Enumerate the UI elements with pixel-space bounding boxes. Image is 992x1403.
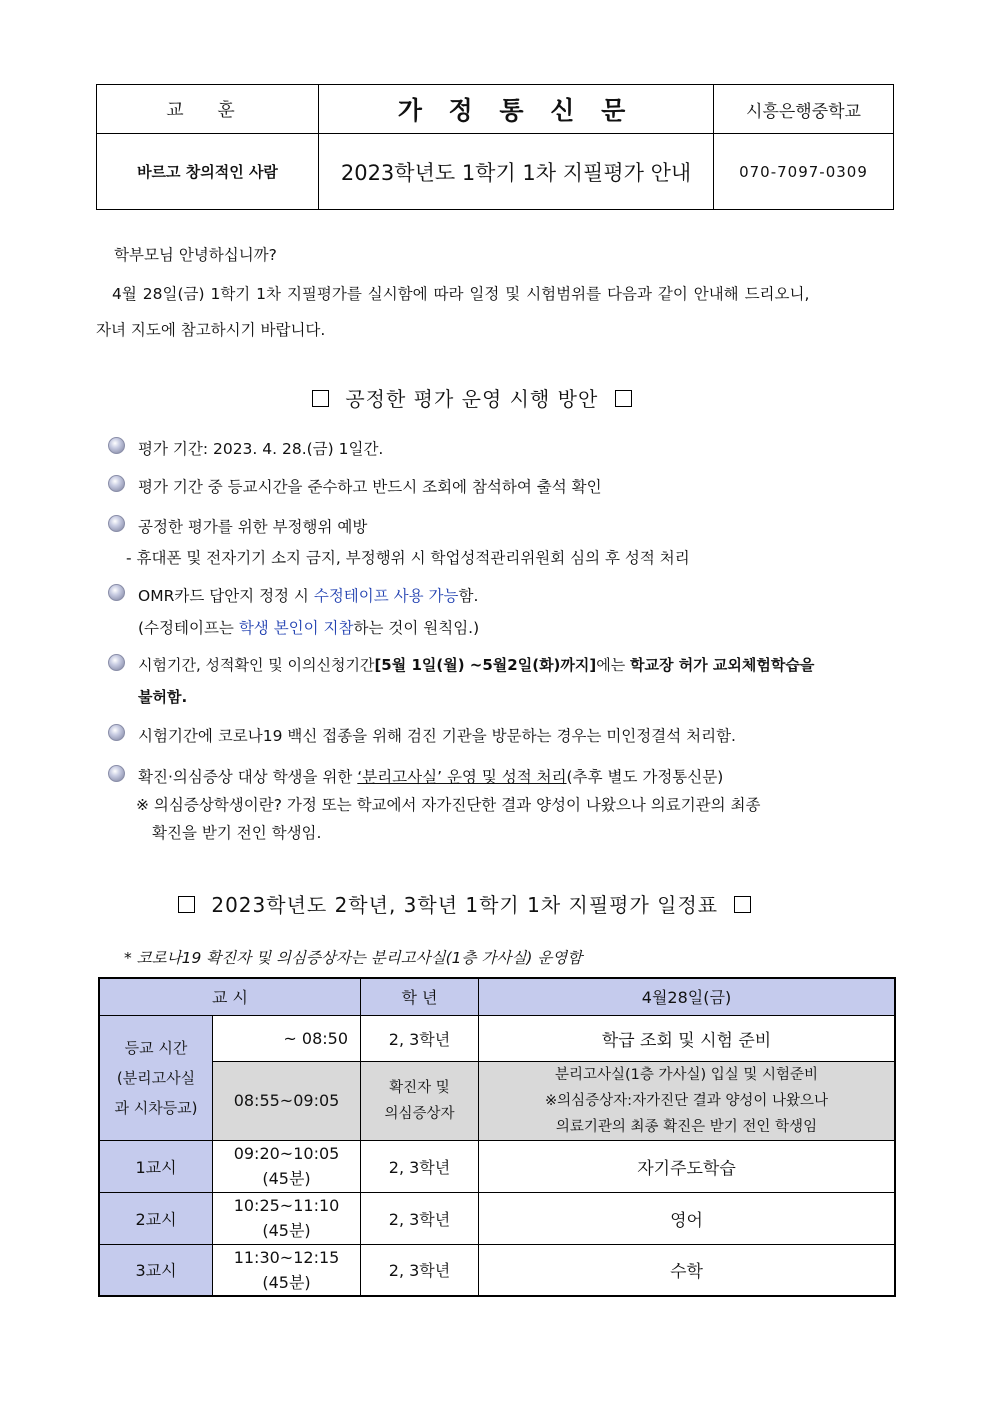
bullet-5-text: 시험기간, 성적확인 및 이의신청기간 — [138, 656, 375, 674]
arrival-label-line: 과 시차등교) — [114, 1098, 198, 1117]
period-duration: (45분) — [262, 1221, 311, 1240]
bullet-4-sub-highlight: 학생 본인이 지참 — [238, 619, 354, 637]
bullet-4-sub-tail: 하는 것이 원칙임.) — [353, 619, 480, 637]
prep-time: 08:55~09:05 — [213, 1061, 361, 1140]
greeting-line-3: 자녀 지도에 참고하시기 바랍니다. — [96, 321, 326, 339]
prep-grade-line: 의심증상자 — [384, 1105, 455, 1122]
bullet-icon — [108, 475, 125, 492]
bullet-1: 평가 기간: 2023. 4. 28.(금) 1일간. — [138, 440, 384, 458]
prep-grade — [361, 1061, 479, 1140]
bullet-5-cont: 불허함. — [138, 688, 188, 706]
bullet-4-sub-text: (수정테이프는 — [138, 619, 239, 637]
period-label: 2교시 — [99, 1192, 213, 1244]
period-time-range: 11:30~12:15 — [233, 1247, 340, 1267]
school-phone: 070-7097-0309 — [714, 134, 894, 210]
period-subject: 영어 — [479, 1192, 896, 1244]
bullet-7-note-1: ※ 의심증상학생이란? 가정 또는 학교에서 자가진단한 결과 양성이 나왔으나 의료기관의 최종 — [136, 796, 761, 814]
school-motto: 바르고 창의적인 사람 — [97, 134, 319, 210]
period-label: 3교시 — [99, 1244, 213, 1296]
period-time-range: 10:25~11:10 — [233, 1196, 340, 1215]
period-time — [213, 1140, 361, 1192]
arrival-label-line: (분리고사실 — [116, 1068, 196, 1087]
school-name: 시흥은행중학교 — [714, 85, 894, 134]
header-table — [96, 84, 894, 210]
bullet-2: 평가 기간 중 등교시간을 준수하고 반드시 조회에 참석하여 출석 확인 — [138, 478, 602, 496]
bullet-6: 시험기간에 코로나19 백신 접종을 위해 검진 기관을 방문하는 경우는 미인정결석 처리함. — [138, 727, 736, 745]
period-grade: 2, 3학년 — [361, 1192, 479, 1244]
checkbox-icon — [178, 896, 195, 913]
section-2-title — [178, 889, 751, 918]
isolation-note: * 코로나19 확진자 및 의심증상자는 분리고사실(1층 가사실) 운영함 — [124, 949, 583, 967]
bullet-4-text: OMR카드 답안지 정정 시 — [138, 587, 314, 605]
bullet-icon — [108, 724, 125, 741]
bullet-icon — [108, 515, 125, 532]
bullet-7-text: 확진·의심증상 대상 학생을 위한 — [138, 768, 358, 786]
bullet-5-dates: [5월 1일(월) ~5월2일(화)까지] — [374, 656, 597, 674]
notice-subject: 2023학년도 1학기 1차 지필평가 안내 — [319, 134, 714, 210]
greeting-line-2: 4월 28일(금) 1학기 1차 지필평가를 실시함에 따라 일정 및 시험범위를 다음과 같이 안내해 드리오니, — [112, 285, 810, 303]
header-date: 4월28일(금) — [479, 978, 896, 1015]
bullet-4-highlight: 수정테이프 사용 가능 — [313, 587, 459, 605]
bullet-icon — [108, 654, 125, 671]
prep-content-line: ※의심증상자:자가진단 결과 양성이 나왔으나 — [545, 1092, 828, 1109]
arrival-label — [99, 1015, 213, 1140]
section-1-title-text: 공정한 평가 운영 시행 방안 — [345, 387, 599, 411]
checkbox-icon — [312, 390, 329, 407]
bullet-4 — [138, 584, 478, 606]
period-time — [213, 1244, 361, 1296]
header-grade: 학 년 — [361, 978, 479, 1015]
period-subject: 자기주도학습 — [479, 1140, 896, 1192]
period-duration: (45분) — [262, 1169, 311, 1188]
arrival-grade: 2, 3학년 — [361, 1015, 479, 1061]
bullet-7-note-2: 확진을 받기 전인 학생임. — [152, 824, 322, 842]
bullet-7-tail: (추후 별도 가정통신문) — [566, 768, 724, 786]
bullet-3: 공정한 평가를 위한 부정행위 예방 — [138, 518, 368, 536]
bullet-5-mid: 에는 — [596, 656, 631, 674]
arrival-label-line: 등교 시간 — [124, 1038, 188, 1057]
checkbox-icon — [615, 390, 632, 407]
bullet-3-sub: - 휴대폰 및 전자기기 소지 금지, 부정행위 시 학업성적관리위원회 심의 후 성적 처리 — [126, 549, 690, 567]
bullet-icon — [108, 765, 125, 782]
checkbox-icon — [734, 896, 751, 913]
greeting-line-1: 학부모님 안녕하십니까? — [114, 246, 277, 264]
bullet-5 — [138, 654, 814, 675]
bullet-7-bold: ‘분리고사실’ 운영 및 성적 처리 — [357, 768, 567, 786]
bullet-4-tail: 함. — [458, 587, 479, 605]
period-duration: (45분) — [262, 1272, 311, 1292]
arrival-content: 학급 조회 및 시험 준비 — [479, 1015, 896, 1061]
period-time-range: 09:20~10:05 — [233, 1144, 340, 1163]
exam-schedule-table — [98, 977, 896, 1297]
period-time — [213, 1192, 361, 1244]
section-2-title-text: 2023학년도 2학년, 3학년 1학기 1차 지필평가 일정표 — [211, 893, 719, 917]
prep-content-line: 분리고사실(1층 가사실) 입실 및 시험준비 — [554, 1066, 819, 1083]
period-subject: 수학 — [479, 1244, 896, 1296]
motto-label: 교 훈 — [97, 85, 319, 134]
section-1-title — [312, 383, 632, 412]
period-grade: 2, 3학년 — [361, 1140, 479, 1192]
bullet-icon — [108, 584, 125, 601]
bullet-icon — [108, 437, 125, 454]
arrival-time: ~ 08:50 — [213, 1015, 361, 1061]
period-label: 1교시 — [99, 1140, 213, 1192]
header-period: 교 시 — [99, 978, 361, 1015]
prep-content — [479, 1061, 896, 1140]
period-grade: 2, 3학년 — [361, 1244, 479, 1296]
bullet-7 — [138, 765, 723, 787]
prep-grade-line: 확진자 및 — [389, 1079, 450, 1096]
prep-content-line: 의료기관의 최종 확진은 받기 전인 학생임 — [555, 1118, 818, 1135]
bullet-4-sub — [138, 616, 479, 638]
bullet-5-bold: 학교장 허가 교외체험학습을 — [630, 656, 815, 674]
document-title: 가 정 통 신 문 — [319, 85, 714, 134]
